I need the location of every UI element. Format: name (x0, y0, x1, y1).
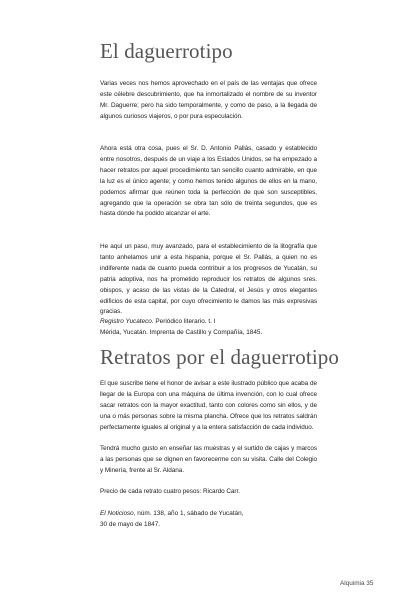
paragraph: He aquí un paso, muy avanzado, para el establecimiento de la litografía que tanto anhelamos unir a esta hispania, porque el Sr. Pallás, a quien no es indiferente nada de cuanto pueda contribuir a los progresos de Yucatán, su patria adoptiva, nos ha prometido reproducir los retratos de algunos sres. obispos, y acaso de las vistas de la Catedral, el Jesús y otros elegantes edificios de esta capital, por cuyo ofrecimiento le damos las más expresivas gracias. (100, 243, 317, 316)
source-imprint: Mérida, Yucatán. Imprenta de Castillo y Compañía, 1845. (100, 328, 263, 336)
source-title: Registro Yucateco. (100, 318, 154, 325)
source-citation (100, 509, 325, 531)
section-title: Retratos por el daguerrotipo (100, 345, 339, 369)
section-title: El daguerrotipo (100, 39, 233, 63)
page-folio: Alquimia 35 (340, 580, 374, 587)
source-details: Periódico literario. t. I (153, 318, 216, 325)
source-details: núm. 138, año 1, sábado de Yucatán, (135, 510, 244, 517)
paragraph: Ahora está otra cosa, pues el Sr. D. Antonio Pallás, casado y establecido entre nosotros, después de un viaje a los Estados Unidos, se ha empezado a hacer retratos por aquel procedimiento tan sencillo cuanto admirable, en que la luz es el único agente; y como hemos tenido algunos de ellos en la mano, podemos afirmar que reúnen toda la perfección de que son susceptibles, agregando que la operación se obra tan sólo de treinta segundos, que es hasta donde ha podido alcanzar el arte. (100, 145, 317, 218)
source-citation (100, 317, 325, 339)
source-date: 30 de mayo de 1847. (100, 520, 161, 528)
paragraph: El que suscribe tiene el honor de avisar a este ilustrado público que acaba de llegar de la Europa con una máquina de última invención, con lo cual ofrece sacar retratos con la mayor exactitud, tanto con colores como sin ellos, y de una o más personas sobre la misma plancha. Ofrece que los retratos saldrán perfectamente iguales al original y a la entera satisfacción de cada individuo. (100, 380, 317, 431)
paragraph: Tendrá mucho gusto en enseñar las muestras y el surtido de cajas y marcos a las personas que se dignen en favorecerme con su visita. Calle del Colegio y Minería, frente al Sr. Aldana. (100, 445, 317, 474)
source-title: El Noticioso, (100, 510, 136, 517)
paragraph: Precio de cada retrato cuatro pesos: Ricardo Carr. (100, 488, 240, 495)
paragraph: Varias veces nos hemos aprovechado en el país de las ventajas que ofrece este célebre descubrimiento, que ha inmortalizado el nombre de su inventor Mr. Daguerre; pero ha sido temporalmente, y como de paso, a la llegada de algunos curiosos viajeros, o por pura especulación. (100, 80, 317, 120)
